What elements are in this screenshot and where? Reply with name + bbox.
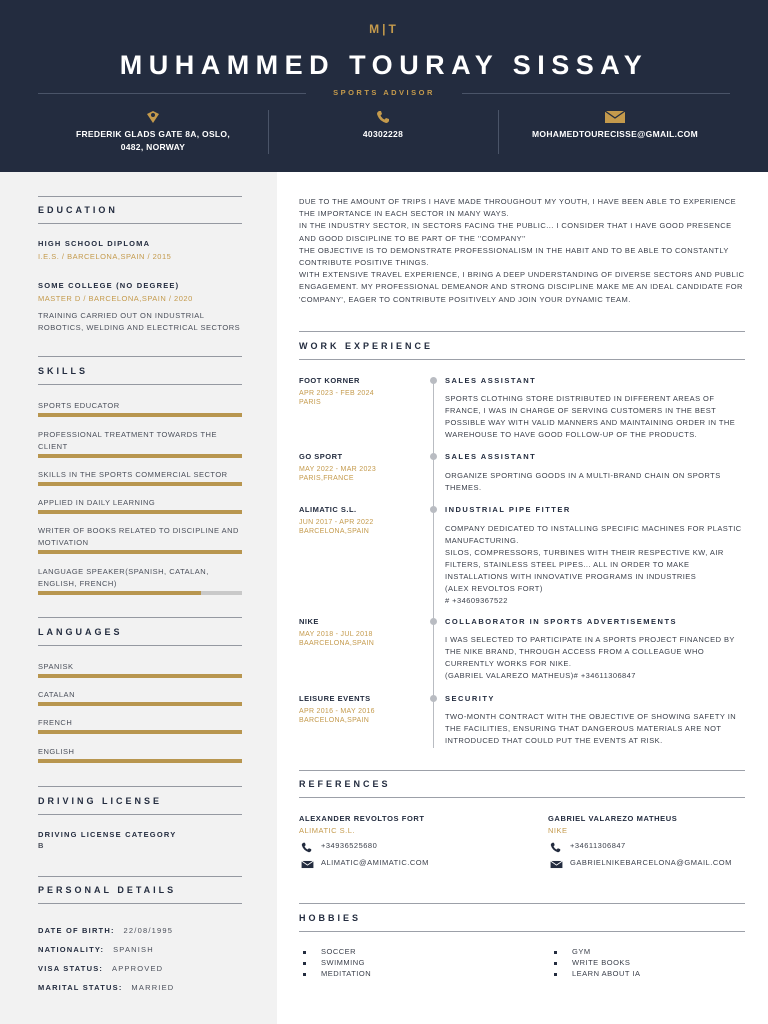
timeline-dot — [430, 695, 437, 702]
section-rule — [299, 797, 745, 798]
skill-label: LANGUAGE SPEAKER(SPANISH, CATALAN, ENGLISH, FRENCH) — [38, 567, 209, 588]
section-rule — [38, 814, 242, 815]
section-rule — [299, 931, 745, 932]
skill-label: WRITER OF BOOKS RELATED TO DISCIPLINE AND MOTIVATION — [38, 526, 239, 547]
job-role: COLLABORATOR IN SPORTS ADVERTISEMENTS — [445, 617, 678, 626]
job-description: TWO-MONTH CONTRACT WITH THE OBJECTIVE OF SHOWING SAFETY IN THE FACILITIES, ENSURING THAT DANGEROUS MATERIALS ARE NOT INTRODUCED THAT COULD PUT THE EVENTS AT RISK. — [445, 712, 737, 745]
bullet — [303, 973, 306, 976]
phone-icon — [301, 842, 312, 853]
skills-heading: SKILLS — [38, 366, 89, 376]
reference-phone[interactable]: +34936525680 — [321, 841, 378, 850]
section-rule — [38, 876, 242, 877]
reference-name: ALEXANDER REVOLTOS FORT — [299, 814, 425, 823]
language-level-bar — [38, 674, 242, 678]
skill-label: PROFESSIONAL TREATMENT TOWARDS THE CLIENT — [38, 430, 217, 451]
candidate-name: MUHAMMED TOURAY SISSAY — [119, 50, 649, 80]
job-location: BARCELONA,SPAIN — [299, 717, 370, 724]
section-rule — [38, 645, 242, 646]
hobby-item: MEDITATION — [321, 969, 372, 978]
skill-level-bar — [38, 413, 242, 417]
hobby-item: LEARN ABOUT IA — [572, 969, 641, 978]
section-rule — [299, 359, 745, 360]
section-rule — [299, 903, 745, 904]
job-company: LEISURE EVENTS — [299, 694, 371, 703]
education-degree-1: HIGH SCHOOL DIPLOMA — [38, 239, 151, 248]
section-rule — [38, 384, 242, 385]
reference-company: NIKE — [548, 826, 568, 835]
resume-header — [0, 0, 768, 172]
section-rule — [38, 786, 242, 787]
contact-email — [520, 110, 710, 141]
job-role: SALES ASSISTANT — [445, 452, 537, 461]
hobbies-heading: HOBBIES — [299, 913, 362, 923]
skill-level-bar — [38, 591, 242, 595]
bullet — [554, 973, 557, 976]
education-degree-2: SOME COLLEGE (NO DEGREE) — [38, 281, 180, 290]
driving-category-value: B — [38, 841, 44, 850]
contact-separator — [498, 110, 499, 154]
language-level-bar — [38, 759, 242, 763]
contact-separator — [268, 110, 269, 154]
envelope-icon — [301, 860, 314, 869]
job-title-subtitle: SPORTS ADVISOR — [333, 88, 435, 97]
contact-phone — [318, 110, 448, 141]
job-location: BARCELONA,SPAIN — [299, 528, 370, 535]
skill-level-bar — [38, 454, 242, 458]
language-label: CATALAN — [38, 690, 75, 699]
section-rule — [38, 196, 242, 197]
job-description: COMPANY DEDICATED TO INSTALLING SPECIFIC MACHINES FOR PLASTIC MANUFACTURING. SILOS, COMPRESSORS, TURBINES WITH THEIR RESPECTIVE KW, AIR FILTERS, STAINLESS STEEL PIPES... ALL IN ORDER TO MAKE INSTALLATIONS WITH INNOVATIVE PROGRAMS IN INDUSTRIES (ALEX REVOLTOS FORT) # +34609367522 — [445, 524, 742, 605]
reference-company: ALIMATIC S.L. — [299, 826, 355, 835]
hobby-item: SOCCER — [321, 947, 357, 956]
envelope-icon — [550, 860, 563, 869]
address-line-1: FREDERIK GLADS GATE 8A, OSLO, — [76, 129, 230, 139]
section-rule — [38, 617, 242, 618]
reference-email[interactable]: GABRIELNIKEBARCELONA@GMAIL.COM — [570, 858, 732, 867]
section-rule — [299, 331, 745, 332]
job-description: I WAS SELECTED TO PARTICIPATE IN A SPORTS PROJECT FINANCED BY THE NIKE BRAND, THROUGH ACCESS FROM A COLLEAGUE WHO CURRENTLY WORKS FOR NIKE. (GABRIEL VALAREZO MATHEUS)# +34611306847 — [445, 635, 735, 680]
hobby-item: WRITE BOOKS — [572, 958, 631, 967]
personal-nationality: NATIONALITY: SPANISH — [38, 945, 154, 954]
timeline-dot — [430, 618, 437, 625]
education-detail-1: I.E.S. / BARCELONA,SPAIN / 2015 — [38, 252, 172, 261]
phone-icon — [376, 110, 390, 124]
job-dates: MAY 2022 - MAR 2023 — [299, 466, 377, 473]
section-rule — [299, 770, 745, 771]
job-company: ALIMATIC S.L. — [299, 505, 357, 514]
skill-label: SPORTS EDUCATOR — [38, 401, 120, 410]
skill-level-bar — [38, 482, 242, 486]
bullet — [554, 962, 557, 965]
phone-icon — [550, 842, 561, 853]
driving-heading: DRIVING LICENSE — [38, 796, 163, 806]
job-dates: APR 2016 - MAY 2016 — [299, 708, 375, 715]
profile-summary: DUE TO THE AMOUNT OF TRIPS I HAVE MADE THROUGHOUT MY YOUTH, I HAVE BEEN ABLE TO EXPERIENCE THE IMPORTANCE IN EACH SECTOR IN MANY WAYS. IN THE INDUSTRY SECTOR, IN SECTORS FACING THE PUBLIC... I CONSIDER THAT I HAVE GOOD PRESENCE AND GOOD DISCIPLINE TO BE PART OF THE ''COMPANY'' THE OBJECTIVE IS TO DEMONSTRATE PROFESSIONALISM IN THE HABIT AND TO BE ABLE TO CONSTANTLY CONTRIBUTE POSITIVE THINGS. WITH EXTENSIVE TRAVEL EXPERIENCE, I BRING A DEEP UNDERSTANDING OF DIVERSE SECTORS AND PUBLIC ENGAGEMENT. MY PROFESSIONAL DEMEANOR AND STRONG DISCIPLINE MAKE ME AN IDEAL CANDIDATE FOR 'COMPANY', EAGER TO CONTRIBUTE POSITIVELY AND JOIN YOUR DYNAMIC TEAM. — [299, 197, 745, 304]
section-rule — [38, 223, 242, 224]
work-timeline — [433, 380, 434, 748]
education-detail-2: MASTER D / BARCELONA,SPAIN / 2020 — [38, 294, 193, 303]
job-dates: JUN 2017 - APR 2022 — [299, 519, 374, 526]
work-heading: WORK EXPERIENCE — [299, 341, 434, 351]
personal-visa: VISA STATUS: APPROVED — [38, 964, 164, 973]
hobby-item: SWIMMING — [321, 958, 365, 967]
job-role: SECURITY — [445, 694, 495, 703]
job-role: SALES ASSISTANT — [445, 376, 537, 385]
contact-address — [68, 110, 238, 154]
education-note-2: TRAINING CARRIED OUT ON INDUSTRIAL ROBOTICS, WELDING AND ELECTRICAL SECTORS — [38, 311, 241, 332]
hobby-item: GYM — [572, 947, 591, 956]
personal-heading: PERSONAL DETAILS — [38, 885, 177, 895]
job-company: GO SPORT — [299, 452, 343, 461]
education-heading: EDUCATION — [38, 205, 118, 215]
language-label: FRENCH — [38, 718, 73, 727]
job-dates: MAY 2018 - JUL 2018 — [299, 631, 373, 638]
language-level-bar — [38, 702, 242, 706]
skill-level-bar — [38, 550, 242, 554]
job-dates: APR 2023 - FEB 2024 — [299, 390, 374, 397]
job-company: FOOT KORNER — [299, 376, 360, 385]
job-location: PARIS — [299, 399, 321, 406]
job-description: ORGANIZE SPORTING GOODS IN A MULTI-BRAND CHAIN ON SPORTS THEMES. — [445, 471, 721, 492]
bullet — [303, 951, 306, 954]
phone-number[interactable]: 40302228 — [362, 129, 404, 139]
references-heading: REFERENCES — [299, 779, 391, 789]
skill-level-bar — [38, 510, 242, 514]
language-level-bar — [38, 730, 242, 734]
email-address[interactable]: MOHAMEDTOURECISSE@GMAIL.COM — [532, 129, 698, 139]
reference-name: GABRIEL VALAREZO MATHEUS — [548, 814, 678, 823]
reference-email[interactable]: ALIMATIC@AMIMATIC.COM — [321, 858, 429, 867]
language-label: ENGLISH — [38, 747, 75, 756]
bullet — [554, 951, 557, 954]
job-location: BAARCELONA,SPAIN — [299, 640, 375, 647]
timeline-dot — [430, 377, 437, 384]
reference-phone[interactable]: +34611306847 — [570, 841, 626, 850]
timeline-dot — [430, 453, 437, 460]
personal-dob: DATE OF BIRTH: 22/08/1995 — [38, 926, 174, 935]
timeline-dot — [430, 506, 437, 513]
languages-heading: LANGUAGES — [38, 627, 123, 637]
map-pin-icon — [144, 110, 162, 124]
job-role: INDUSTRIAL PIPE FITTER — [445, 505, 571, 514]
job-company: NIKE — [299, 617, 319, 626]
job-location: PARIS,FRANCE — [299, 475, 354, 482]
section-rule — [38, 356, 242, 357]
monogram: M|T — [369, 22, 399, 36]
personal-marital: MARITAL STATUS: MARRIED — [38, 983, 175, 992]
driving-category-label: DRIVING LICENSE CATEGORY — [38, 830, 177, 839]
envelope-icon — [604, 110, 626, 124]
section-rule — [38, 903, 242, 904]
language-label: SPANISK — [38, 662, 74, 671]
skill-label: APPLIED IN DAILY LEARNING — [38, 498, 156, 507]
bullet — [303, 962, 306, 965]
address-line-2: 0482, NORWAY — [120, 142, 186, 152]
job-description: SPORTS CLOTHING STORE DISTRIBUTED IN DIFFERENT AREAS OF FRANCE, I WAS IN CHARGE OF SERVING CUSTOMERS IN THE BEST POSSIBLE WAY WITH VALID MANNERS AND MAINTAINING ORDER IN THE WAREHOUSE TO HAVE GOOD FOLLOW-UP OF THE PRODUCTS. — [445, 394, 736, 439]
skill-label: SKILLS IN THE SPORTS COMMERCIAL SECTOR — [38, 470, 228, 479]
